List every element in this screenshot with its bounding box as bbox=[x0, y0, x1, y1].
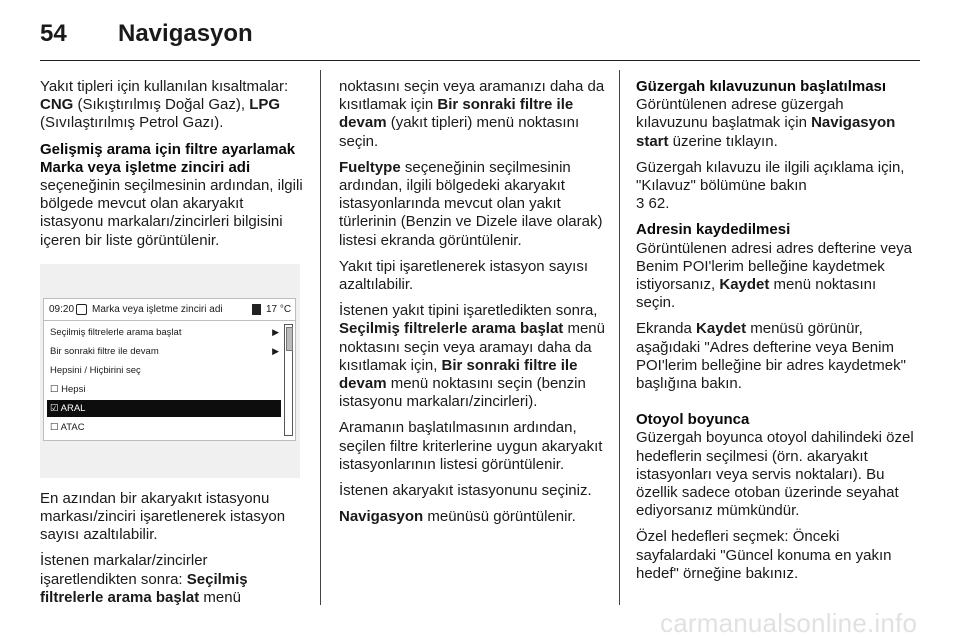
route-guidance-heading: Güzergah kılavuzunun başlatılması bbox=[636, 78, 887, 95]
cng-term: CNG bbox=[40, 96, 74, 114]
header-rule bbox=[40, 60, 920, 61]
column-3: Güzergah kılavuzunun başlatılması Görüntülenen adrese güzergah kılavuzunu başlatmak için Navigasyon start üzerine tıklayın. Güzergah kılavuzu ile ilgili açıklama için, "Kılavuz" bölümüne bakın 3 62. Adresin kaydedilmesi Görüntülenen adresi adres defterine veya Benim POI'lerim belleğine kaydetmek istiyorsanız, Kaydet menü noktasını seçin. Ekranda Kaydet menüsü görünür, aşağıdaki "Adres defterine veya Benim POI'lerim belleğine bir adres kaydetmek" başlığına bakın. Otoyol boyunca Güzergah boyunca otoyol dahilindeki özel hedeflerin seçilmesi (örn. akaryakıt istasyonları veya servis noktaları). Bu özellik sadece otoban üzerinde seyahat ediyorsanız mümkündür. Özel hedefleri seçmek: Önceki sayfalardaki "Güncel konuma en yakın hedef" örneğine bakınız. bbox=[636, 78, 918, 591]
highway-heading: Otoyol boyunca bbox=[636, 411, 750, 429]
column-1 bbox=[40, 78, 305, 615]
save-address-section: Adresin kaydedilmesi Görüntülenen adresi adres defterine veya Benim POI'lerim belleğine kaydetmek istiyorsanız, Kaydet menü noktasını seçin. bbox=[636, 221, 913, 312]
page-reference: 3 62. bbox=[636, 195, 670, 213]
column-divider-1 bbox=[320, 70, 321, 605]
highway-section: Otoyol boyunca Güzergah boyunca otoyol dahilindeki özel hedeflerin seçilmesi (örn. akaryakıt istasyonları veya servis noktaları). Bu özellik sadece otoban üzerinde seyahat ediyorsanız mümkündür. bbox=[636, 411, 914, 520]
column-divider-2 bbox=[619, 70, 620, 605]
page-number: 54 bbox=[40, 20, 67, 47]
after-marking-paragraph: İstenen markalar/zincirler işaretlendikten sonra: Seçilmiş filtrelerle arama başlat menü bbox=[40, 552, 248, 606]
menu-item-select-all[interactable]: Hepsini / Hiçbirini seç bbox=[50, 364, 141, 376]
page-title: Navigasyon bbox=[118, 20, 253, 47]
save-address-heading: Adresin kaydedilmesi bbox=[636, 221, 791, 239]
menu-item-start-search[interactable]: Seçilmiş filtrelerle arama başlat ▶ bbox=[47, 324, 281, 341]
advanced-filter-heading: Gelişmiş arama için filtre ayarlamak Marka veya işletme zinciri adi bbox=[40, 140, 296, 176]
fueltype-term: Fueltype bbox=[339, 158, 401, 176]
lpg-term: LPG bbox=[249, 96, 281, 114]
arrow-right-icon: ▶ bbox=[272, 326, 279, 337]
infotainment-screen bbox=[43, 298, 296, 441]
menu-item-aral-selected[interactable]: ☑ ARAL bbox=[47, 400, 281, 417]
menu-item-next-filter[interactable]: Bir sonraki filtre ile devam ▶ bbox=[47, 343, 281, 360]
brand-list-screenshot bbox=[40, 264, 300, 478]
arrow-right-icon: ▶ bbox=[272, 345, 279, 356]
screen-header bbox=[44, 299, 295, 321]
info-icon bbox=[252, 304, 261, 315]
menu-item-atac[interactable]: ☐ ATAC bbox=[50, 421, 85, 433]
back-icon bbox=[76, 304, 87, 315]
page-header bbox=[40, 14, 920, 54]
column-2: noktasını seçin veya aramanızı daha da kısıtlamak için Bir sonraki filtre ile devam (yakıt tipleri) menü noktasını seçin. Fueltype seçeneğinin seçilmesinin ardından, ilgili bölgedeki akaryakıt istasyonlarında mevcut olan yakıt türlerinin (Benzin ve Dizele ilave olarak) listesi ekranda görüntülenir. Yakıt tipi işaretlenerek istasyon sayısı azaltılabilir. İstenen yakıt tipini işaretledikten sonra, Seçilmiş filtrelerle arama başlat menü noktasını seçin veya aramayı daha da kısıtlamak için, Bir sonraki filtre ile devam menü noktasını seçin (benzin istasyonu markaları/zincirleri). Aramanın başlatılmasının ardından, seçilen filtre kriterlerine uygun akaryakıt istasyonlarının listesi görüntülenir. İstenen akaryakıt istasyonunu seçiniz. Navigasyon meünüsü görüntülenir. bbox=[339, 78, 605, 526]
screen-temperature: 17 °C bbox=[266, 303, 292, 315]
reduce-stations-paragraph: En azından bir akaryakıt istasyonu markası/zinciri işaretlenerek istasyon sayısı azaltılabilir. bbox=[40, 489, 286, 544]
menu-item-checkbox-all[interactable]: ☐ Hepsi bbox=[50, 383, 86, 395]
screen-title: Marka veya işletme zinciri adi bbox=[92, 303, 223, 315]
watermark: carmanualsonline.info bbox=[660, 608, 918, 638]
advanced-filter-paragraph: Gelişmiş arama için filtre ayarlamak Marka veya işletme zinciri adi seçeneğinin seçilmesinin ardından, ilgili bölgede mevcut olan akaryakıt istasyonu markaları/zincirleri bilgisini içeren bir liste görüntülenir. bbox=[40, 140, 303, 249]
route-guidance-section: Güzergah kılavuzunun başlatılması Görüntülenen adrese güzergah kılavuzunu başlatmak için Navigasyon start üzerine tıklayın. bbox=[636, 78, 896, 150]
screen-time: 09:20 bbox=[49, 303, 75, 315]
scrollbar-thumb[interactable] bbox=[286, 327, 293, 351]
fuel-abbrev-paragraph: Yakıt tipleri için kullanılan kısaltmalar: CNG (Sıkıştırılmış Doğal Gaz), LPG (Sıvılaştırılmış Petrol Gazı). bbox=[40, 78, 289, 132]
screen-scrollbar[interactable] bbox=[284, 324, 293, 436]
